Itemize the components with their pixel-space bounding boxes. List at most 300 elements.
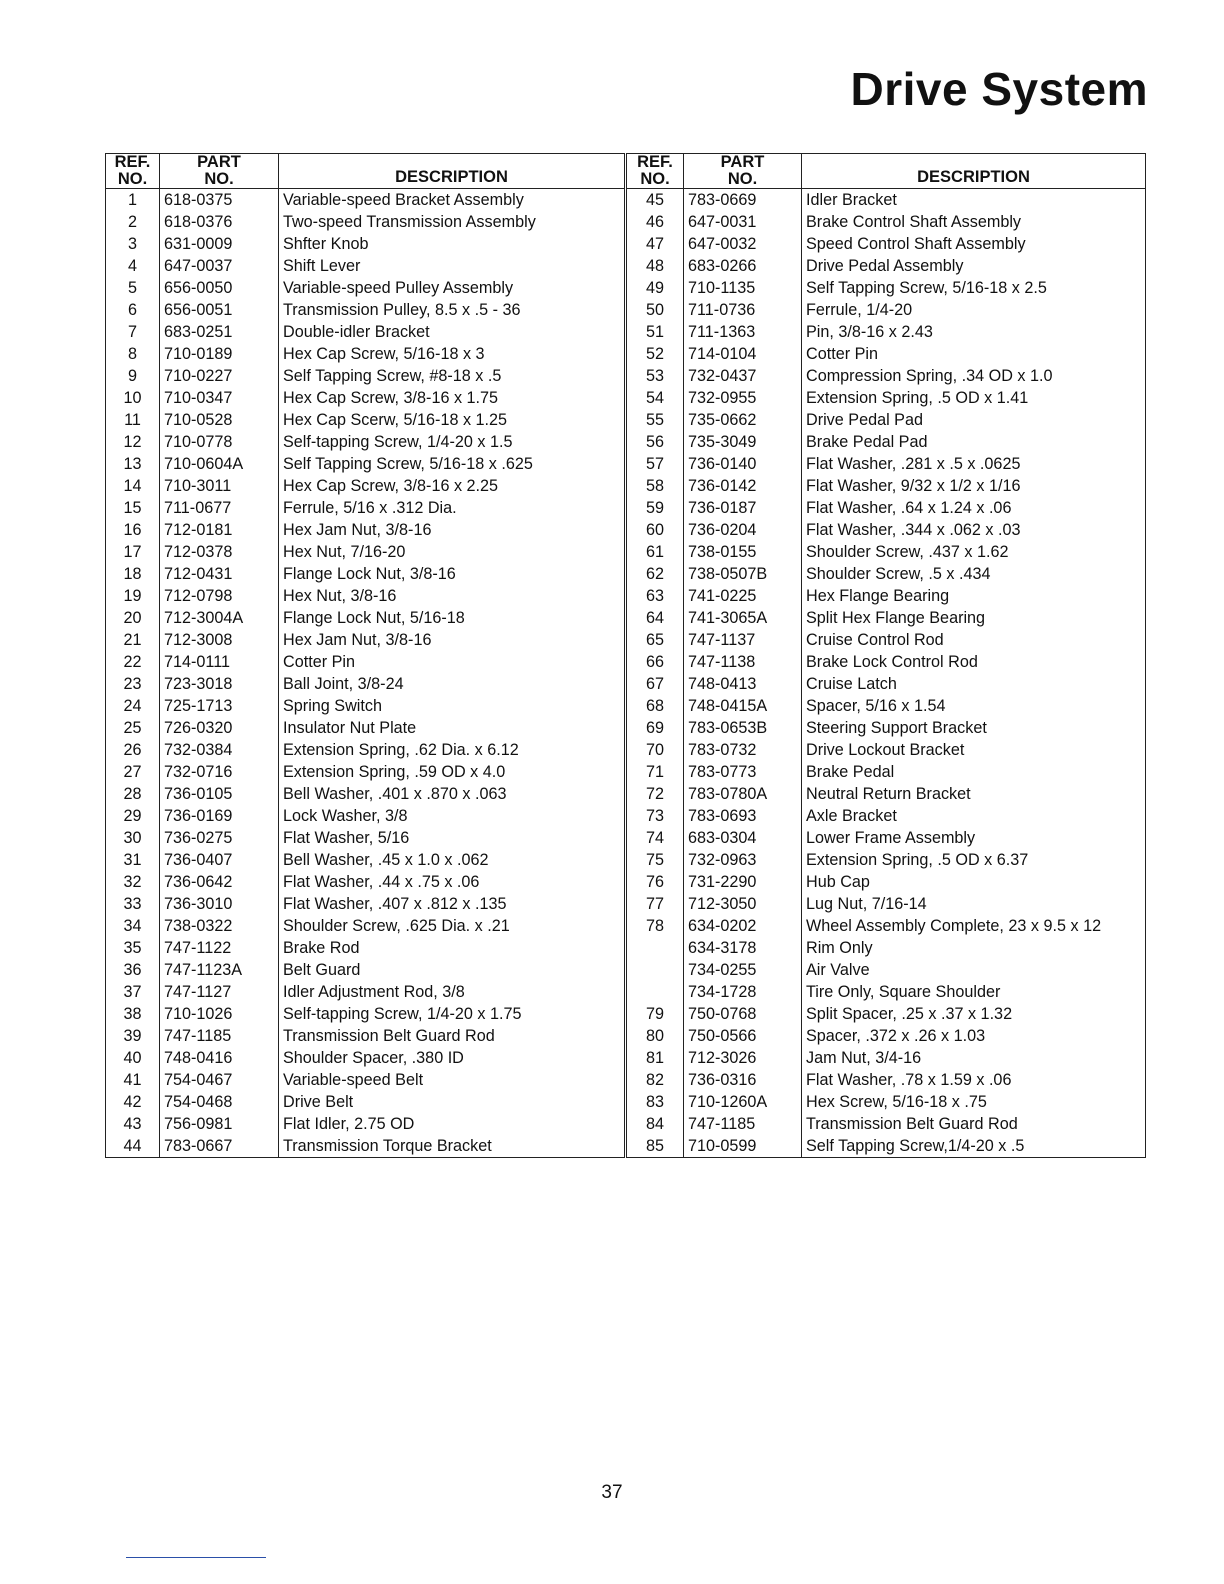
ref-no-cell: 35 bbox=[106, 937, 160, 959]
ref-no-cell: 62 bbox=[627, 563, 684, 585]
table-row bbox=[627, 915, 1146, 937]
table-row bbox=[106, 299, 625, 321]
table-row bbox=[627, 277, 1146, 299]
table-row bbox=[106, 189, 625, 212]
ref-no-cell: 84 bbox=[627, 1113, 684, 1135]
part-no-cell: 738-0155 bbox=[684, 541, 802, 563]
ref-no-cell: 43 bbox=[106, 1113, 160, 1135]
description-cell: Two-speed Transmission Assembly bbox=[283, 213, 536, 231]
description-cell: Transmission Belt Guard Rod bbox=[283, 1027, 495, 1045]
description-cell: Extension Spring, .59 OD x 4.0 bbox=[283, 763, 506, 781]
ref-no-cell: 36 bbox=[106, 959, 160, 981]
table-row bbox=[627, 871, 1146, 893]
ref-no-cell: 80 bbox=[627, 1025, 684, 1047]
part-no-cell: 710-0599 bbox=[684, 1135, 802, 1158]
part-no-cell: 712-0181 bbox=[160, 519, 279, 541]
parts-table-left bbox=[105, 153, 625, 1158]
ref-no-cell: 79 bbox=[627, 1003, 684, 1025]
ref-no-cell: 61 bbox=[627, 541, 684, 563]
table-row bbox=[106, 607, 625, 629]
description-cell: Brake Pedal bbox=[806, 763, 895, 781]
table-row bbox=[106, 1025, 625, 1047]
description-cell: Self-tapping Screw, 1/4-20 x 1.5 bbox=[283, 433, 513, 451]
description-cell: Shfter Knob bbox=[283, 235, 369, 253]
description-cell: Cotter Pin bbox=[806, 345, 878, 363]
part-no-cell: 656-0050 bbox=[160, 277, 279, 299]
part-no-cell: 735-3049 bbox=[684, 431, 802, 453]
part-no-cell: 634-0202 bbox=[684, 915, 802, 937]
description-cell: Ferrule, 5/16 x .312 Dia. bbox=[283, 499, 457, 517]
table-row bbox=[627, 1025, 1146, 1047]
ref-no-cell: 46 bbox=[627, 211, 684, 233]
description-cell: Idler Adjustment Rod, 3/8 bbox=[283, 983, 465, 1001]
table-row bbox=[627, 1047, 1146, 1069]
part-no-cell: 618-0376 bbox=[160, 211, 279, 233]
table-row bbox=[627, 233, 1146, 255]
ref-no-cell: 45 bbox=[627, 189, 684, 212]
ref-no-header-line2: NO. bbox=[640, 170, 670, 188]
description-cell: Brake Lock Control Rod bbox=[806, 653, 978, 671]
ref-no-cell: 31 bbox=[106, 849, 160, 871]
table-row bbox=[106, 849, 625, 871]
part-no-cell: 734-1728 bbox=[684, 981, 802, 1003]
part-no-cell: 747-1123A bbox=[160, 959, 279, 981]
ref-no-cell: 17 bbox=[106, 541, 160, 563]
description-header: DESCRIPTION bbox=[279, 154, 625, 189]
ref-no-cell: 44 bbox=[106, 1135, 160, 1158]
description-cell: Belt Guard bbox=[283, 961, 361, 979]
part-no-cell: 656-0051 bbox=[160, 299, 279, 321]
table-row bbox=[106, 827, 625, 849]
ref-no-cell: 38 bbox=[106, 1003, 160, 1025]
table-row bbox=[627, 673, 1146, 695]
part-no-cell: 754-0467 bbox=[160, 1069, 279, 1091]
description-cell: Bell Washer, .45 x 1.0 x .062 bbox=[283, 851, 489, 869]
table-row bbox=[106, 959, 625, 981]
part-no-cell: 710-0227 bbox=[160, 365, 279, 387]
description-cell: Flat Washer, .344 x .062 x .03 bbox=[806, 521, 1021, 539]
ref-no-cell: 70 bbox=[627, 739, 684, 761]
part-no-cell: 712-0798 bbox=[160, 585, 279, 607]
part-no-cell: 738-0322 bbox=[160, 915, 279, 937]
part-no-cell: 732-0384 bbox=[160, 739, 279, 761]
part-no-cell: 634-3178 bbox=[684, 937, 802, 959]
part-no-cell: 741-3065A bbox=[684, 607, 802, 629]
table-row bbox=[106, 695, 625, 717]
description-cell: Hex Cap Scerw, 5/16-18 x 1.25 bbox=[283, 411, 508, 429]
ref-no-cell: 13 bbox=[106, 453, 160, 475]
ref-no-cell: 11 bbox=[106, 409, 160, 431]
description-cell: Flat Washer, .44 x .75 x .06 bbox=[283, 873, 480, 891]
table-row bbox=[627, 563, 1146, 585]
description-cell: Lower Frame Assembly bbox=[806, 829, 976, 847]
ref-no-cell: 65 bbox=[627, 629, 684, 651]
table-row bbox=[627, 497, 1146, 519]
ref-no-cell: 56 bbox=[627, 431, 684, 453]
part-no-cell: 712-0431 bbox=[160, 563, 279, 585]
page-number: 37 bbox=[601, 1482, 623, 1503]
part-no-cell: 735-0662 bbox=[684, 409, 802, 431]
ref-no-cell: 75 bbox=[627, 849, 684, 871]
ref-no-cell: 78 bbox=[627, 915, 684, 937]
description-cell: Shoulder Screw, .437 x 1.62 bbox=[806, 543, 1009, 561]
table-row bbox=[106, 255, 625, 277]
table-row bbox=[627, 937, 1146, 959]
description-cell: Brake Control Shaft Assembly bbox=[806, 213, 1022, 231]
part-no-cell: 710-0778 bbox=[160, 431, 279, 453]
ref-no-cell: 29 bbox=[106, 805, 160, 827]
table-row bbox=[106, 739, 625, 761]
description-cell: Split Spacer, .25 x .37 x 1.32 bbox=[806, 1005, 1013, 1023]
parts-table-right bbox=[626, 153, 1146, 1158]
ref-no-cell: 77 bbox=[627, 893, 684, 915]
table-row bbox=[627, 739, 1146, 761]
table-row bbox=[627, 651, 1146, 673]
part-no-cell: 710-1135 bbox=[684, 277, 802, 299]
table-row bbox=[106, 673, 625, 695]
table-row bbox=[106, 1047, 625, 1069]
description-cell: Lug Nut, 7/16-14 bbox=[806, 895, 927, 913]
table-row bbox=[106, 1135, 625, 1158]
ref-no-cell: 76 bbox=[627, 871, 684, 893]
ref-no-cell: 32 bbox=[106, 871, 160, 893]
ref-no-cell: 50 bbox=[627, 299, 684, 321]
ref-no-cell: 21 bbox=[106, 629, 160, 651]
description-cell: Hex Cap Screw, 3/8-16 x 2.25 bbox=[283, 477, 499, 495]
table-row bbox=[627, 959, 1146, 981]
ref-no-header-line1: REF. bbox=[637, 153, 673, 171]
description-cell: Extension Spring, .62 Dia. x 6.12 bbox=[283, 741, 519, 759]
part-no-cell: 736-0407 bbox=[160, 849, 279, 871]
part-no-cell: 725-1713 bbox=[160, 695, 279, 717]
footer-rule bbox=[126, 1557, 266, 1558]
ref-no-cell: 69 bbox=[627, 717, 684, 739]
ref-no-cell: 59 bbox=[627, 497, 684, 519]
description-cell: Variable-speed Belt bbox=[283, 1071, 424, 1089]
table-row bbox=[106, 1113, 625, 1135]
ref-no-cell: 4 bbox=[106, 255, 160, 277]
description-cell: Shoulder Screw, .625 Dia. x .21 bbox=[283, 917, 510, 935]
ref-no-cell: 41 bbox=[106, 1069, 160, 1091]
ref-no-cell: 64 bbox=[627, 607, 684, 629]
table-row bbox=[627, 981, 1146, 1003]
part-no-cell: 732-0716 bbox=[160, 761, 279, 783]
part-no-cell: 734-0255 bbox=[684, 959, 802, 981]
description-cell: Hex Flange Bearing bbox=[806, 587, 950, 605]
part-no-cell: 631-0009 bbox=[160, 233, 279, 255]
description-cell: Transmission Belt Guard Rod bbox=[806, 1115, 1018, 1133]
description-cell: Drive Lockout Bracket bbox=[806, 741, 965, 759]
ref-no-cell: 47 bbox=[627, 233, 684, 255]
table-row bbox=[106, 409, 625, 431]
ref-no-cell: 54 bbox=[627, 387, 684, 409]
description-cell: Transmission Torque Bracket bbox=[283, 1137, 492, 1155]
description-cell: Split Hex Flange Bearing bbox=[806, 609, 986, 627]
description-cell: Flange Lock Nut, 3/8-16 bbox=[283, 565, 456, 583]
description-cell: Hex Nut, 3/8-16 bbox=[283, 587, 397, 605]
part-no-cell: 736-0275 bbox=[160, 827, 279, 849]
description-cell: Axle Bracket bbox=[806, 807, 897, 825]
part-no-cell: 714-0111 bbox=[160, 651, 279, 673]
ref-no-cell: 3 bbox=[106, 233, 160, 255]
description-cell: Hex Jam Nut, 3/8-16 bbox=[283, 631, 432, 649]
ref-no-cell: 25 bbox=[106, 717, 160, 739]
table-row bbox=[106, 1003, 625, 1025]
table-row bbox=[106, 541, 625, 563]
part-no-cell: 747-1185 bbox=[160, 1025, 279, 1047]
table-row bbox=[106, 343, 625, 365]
description-cell: Self-tapping Screw, 1/4-20 x 1.75 bbox=[283, 1005, 522, 1023]
part-no-cell: 723-3018 bbox=[160, 673, 279, 695]
part-no-cell: 736-0142 bbox=[684, 475, 802, 497]
description-cell: Flat Washer, 9/32 x 1/2 x 1/16 bbox=[806, 477, 1021, 495]
part-no-cell: 710-1026 bbox=[160, 1003, 279, 1025]
table-row bbox=[106, 761, 625, 783]
description-cell: Steering Support Bracket bbox=[806, 719, 987, 737]
description-cell: Flat Washer, .281 x .5 x .0625 bbox=[806, 455, 1021, 473]
description-cell: Drive Pedal Pad bbox=[806, 411, 923, 429]
ref-no-header bbox=[627, 154, 684, 189]
part-no-cell: 736-0187 bbox=[684, 497, 802, 519]
part-no-cell: 683-0304 bbox=[684, 827, 802, 849]
ref-no-cell: 37 bbox=[106, 981, 160, 1003]
part-no-cell: 710-1260A bbox=[684, 1091, 802, 1113]
ref-no-cell: 82 bbox=[627, 1069, 684, 1091]
part-no-cell: 710-3011 bbox=[160, 475, 279, 497]
description-cell: Flat Idler, 2.75 OD bbox=[283, 1115, 415, 1133]
ref-no-cell: 1 bbox=[106, 189, 160, 212]
part-no-cell: 747-1137 bbox=[684, 629, 802, 651]
part-no-header-line2: NO. bbox=[204, 170, 234, 188]
table-row bbox=[627, 387, 1146, 409]
description-cell: Shoulder Screw, .5 x .434 bbox=[806, 565, 991, 583]
ref-no-cell: 58 bbox=[627, 475, 684, 497]
description-cell: Spring Switch bbox=[283, 697, 382, 715]
part-no-cell: 747-1127 bbox=[160, 981, 279, 1003]
part-no-header bbox=[160, 154, 279, 189]
ref-no-cell bbox=[627, 937, 684, 959]
ref-no-cell: 19 bbox=[106, 585, 160, 607]
table-row bbox=[627, 299, 1146, 321]
table-row bbox=[627, 255, 1146, 277]
description-cell: Extension Spring, .5 OD x 6.37 bbox=[806, 851, 1029, 869]
part-no-header-line1: PART bbox=[720, 153, 765, 171]
part-no-cell: 710-0528 bbox=[160, 409, 279, 431]
description-cell: Shift Lever bbox=[283, 257, 361, 275]
description-cell: Spacer, 5/16 x 1.54 bbox=[806, 697, 946, 715]
table-row bbox=[106, 937, 625, 959]
part-no-cell: 711-0736 bbox=[684, 299, 802, 321]
part-no-cell: 747-1122 bbox=[160, 937, 279, 959]
description-cell: Self Tapping Screw,1/4-20 x .5 bbox=[806, 1137, 1025, 1155]
part-no-cell: 736-0105 bbox=[160, 783, 279, 805]
table-row bbox=[627, 849, 1146, 871]
ref-no-header bbox=[106, 154, 160, 189]
part-no-cell: 711-0677 bbox=[160, 497, 279, 519]
part-no-cell: 741-0225 bbox=[684, 585, 802, 607]
table-row bbox=[106, 871, 625, 893]
part-no-cell: 783-0773 bbox=[684, 761, 802, 783]
table-row bbox=[627, 1113, 1146, 1135]
ref-no-cell: 42 bbox=[106, 1091, 160, 1113]
table-row bbox=[627, 1091, 1146, 1113]
part-no-cell: 710-0604A bbox=[160, 453, 279, 475]
description-cell: Hex Nut, 7/16-20 bbox=[283, 543, 406, 561]
part-no-cell: 710-0347 bbox=[160, 387, 279, 409]
table-row bbox=[627, 189, 1146, 212]
table-row bbox=[106, 233, 625, 255]
table-row bbox=[106, 321, 625, 343]
description-cell: Hex Cap Screw, 5/16-18 x 3 bbox=[283, 345, 485, 363]
description-cell: Double-idler Bracket bbox=[283, 323, 430, 341]
table-row bbox=[627, 409, 1146, 431]
description-cell: Tire Only, Square Shoulder bbox=[806, 983, 1001, 1001]
description-cell: Hex Cap Screw, 3/8-16 x 1.75 bbox=[283, 389, 499, 407]
ref-no-cell: 6 bbox=[106, 299, 160, 321]
table-row bbox=[106, 365, 625, 387]
table-row bbox=[627, 629, 1146, 651]
table-row bbox=[106, 211, 625, 233]
description-cell: Cruise Control Rod bbox=[806, 631, 944, 649]
part-no-cell: 712-3004A bbox=[160, 607, 279, 629]
part-no-header-line1: PART bbox=[197, 153, 241, 171]
table-row bbox=[627, 1135, 1146, 1158]
ref-no-cell: 74 bbox=[627, 827, 684, 849]
ref-no-cell: 7 bbox=[106, 321, 160, 343]
table-row bbox=[627, 805, 1146, 827]
part-no-cell: 783-0732 bbox=[684, 739, 802, 761]
ref-no-cell: 28 bbox=[106, 783, 160, 805]
description-cell: Extension Spring, .5 OD x 1.41 bbox=[806, 389, 1029, 407]
table-row bbox=[106, 893, 625, 915]
description-cell: Lock Washer, 3/8 bbox=[283, 807, 408, 825]
description-cell: Spacer, .372 x .26 x 1.03 bbox=[806, 1027, 986, 1045]
part-no-cell: 783-0780A bbox=[684, 783, 802, 805]
part-no-cell: 732-0437 bbox=[684, 365, 802, 387]
description-cell: Brake Pedal Pad bbox=[806, 433, 928, 451]
table-row bbox=[627, 365, 1146, 387]
table-row bbox=[627, 585, 1146, 607]
table-header-row bbox=[106, 154, 625, 189]
ref-no-header-line2: NO. bbox=[117, 170, 148, 188]
ref-no-cell: 18 bbox=[106, 563, 160, 585]
description-cell: Ferrule, 1/4-20 bbox=[806, 301, 913, 319]
part-no-cell: 712-3008 bbox=[160, 629, 279, 651]
part-no-cell: 754-0468 bbox=[160, 1091, 279, 1113]
ref-no-cell: 30 bbox=[106, 827, 160, 849]
table-row bbox=[627, 343, 1146, 365]
part-no-cell: 756-0981 bbox=[160, 1113, 279, 1135]
part-no-cell: 783-0669 bbox=[684, 189, 802, 212]
part-no-cell: 736-0204 bbox=[684, 519, 802, 541]
table-row bbox=[627, 475, 1146, 497]
table-row bbox=[106, 981, 625, 1003]
table-row bbox=[106, 453, 625, 475]
ref-no-cell: 10 bbox=[106, 387, 160, 409]
description-cell: Flat Washer, .64 x 1.24 x .06 bbox=[806, 499, 1012, 517]
ref-no-cell: 66 bbox=[627, 651, 684, 673]
table-row bbox=[627, 717, 1146, 739]
part-no-header-line2: NO. bbox=[727, 170, 758, 188]
table-row bbox=[627, 827, 1146, 849]
ref-no-cell: 34 bbox=[106, 915, 160, 937]
part-no-cell: 738-0507B bbox=[684, 563, 802, 585]
ref-no-cell: 71 bbox=[627, 761, 684, 783]
table-row bbox=[627, 431, 1146, 453]
ref-no-cell: 53 bbox=[627, 365, 684, 387]
table-header-row bbox=[627, 154, 1146, 189]
table-row bbox=[106, 387, 625, 409]
table-row bbox=[627, 541, 1146, 563]
part-no-cell: 712-0378 bbox=[160, 541, 279, 563]
description-cell: Air Valve bbox=[806, 961, 870, 979]
table-row bbox=[627, 607, 1146, 629]
part-no-cell: 683-0251 bbox=[160, 321, 279, 343]
table-row bbox=[106, 651, 625, 673]
ref-no-cell: 2 bbox=[106, 211, 160, 233]
ref-no-cell: 72 bbox=[627, 783, 684, 805]
part-no-header bbox=[684, 154, 802, 189]
description-cell: Flat Washer, .78 x 1.59 x .06 bbox=[806, 1071, 1012, 1089]
table-row bbox=[106, 629, 625, 651]
part-no-cell: 748-0416 bbox=[160, 1047, 279, 1069]
description-cell: Hex Screw, 5/16-18 x .75 bbox=[806, 1093, 987, 1111]
description-cell: Transmission Pulley, 8.5 x .5 - 36 bbox=[283, 301, 521, 319]
part-no-cell: 712-3050 bbox=[684, 893, 802, 915]
description-cell: Idler Bracket bbox=[806, 191, 897, 209]
part-no-cell: 710-0189 bbox=[160, 343, 279, 365]
part-no-cell: 683-0266 bbox=[684, 255, 802, 277]
ref-no-cell: 33 bbox=[106, 893, 160, 915]
table-row bbox=[106, 585, 625, 607]
description-cell: Cruise Latch bbox=[806, 675, 897, 693]
table-row bbox=[106, 277, 625, 299]
ref-no-cell: 60 bbox=[627, 519, 684, 541]
table-row bbox=[106, 1091, 625, 1113]
description-cell: Speed Control Shaft Assembly bbox=[806, 235, 1026, 253]
table-row bbox=[627, 321, 1146, 343]
ref-no-cell: 9 bbox=[106, 365, 160, 387]
ref-no-cell: 8 bbox=[106, 343, 160, 365]
description-cell: Drive Belt bbox=[283, 1093, 354, 1111]
part-no-cell: 748-0413 bbox=[684, 673, 802, 695]
ref-no-cell: 73 bbox=[627, 805, 684, 827]
parts-table-body bbox=[106, 189, 625, 1158]
table-row bbox=[106, 519, 625, 541]
part-no-cell: 647-0037 bbox=[160, 255, 279, 277]
description-cell: Compression Spring, .34 OD x 1.0 bbox=[806, 367, 1053, 385]
part-no-cell: 736-3010 bbox=[160, 893, 279, 915]
description-cell: Shoulder Spacer, .380 ID bbox=[283, 1049, 464, 1067]
part-no-cell: 783-0693 bbox=[684, 805, 802, 827]
part-no-cell: 712-3026 bbox=[684, 1047, 802, 1069]
ref-no-cell: 57 bbox=[627, 453, 684, 475]
ref-no-cell: 24 bbox=[106, 695, 160, 717]
ref-no-cell: 40 bbox=[106, 1047, 160, 1069]
description-cell: Insulator Nut Plate bbox=[283, 719, 417, 737]
parts-table-body bbox=[627, 189, 1146, 1158]
part-no-cell: 732-0963 bbox=[684, 849, 802, 871]
description-cell: Self Tapping Screw, 5/16-18 x .625 bbox=[283, 455, 533, 473]
description-cell: Neutral Return Bracket bbox=[806, 785, 971, 803]
part-no-cell: 736-0316 bbox=[684, 1069, 802, 1091]
description-cell: Pin, 3/8-16 x 2.43 bbox=[806, 323, 933, 341]
table-row bbox=[106, 1069, 625, 1091]
table-row bbox=[627, 695, 1146, 717]
table-row bbox=[106, 783, 625, 805]
ref-no-cell: 83 bbox=[627, 1091, 684, 1113]
description-cell: Flat Washer, .407 x .812 x .135 bbox=[283, 895, 507, 913]
